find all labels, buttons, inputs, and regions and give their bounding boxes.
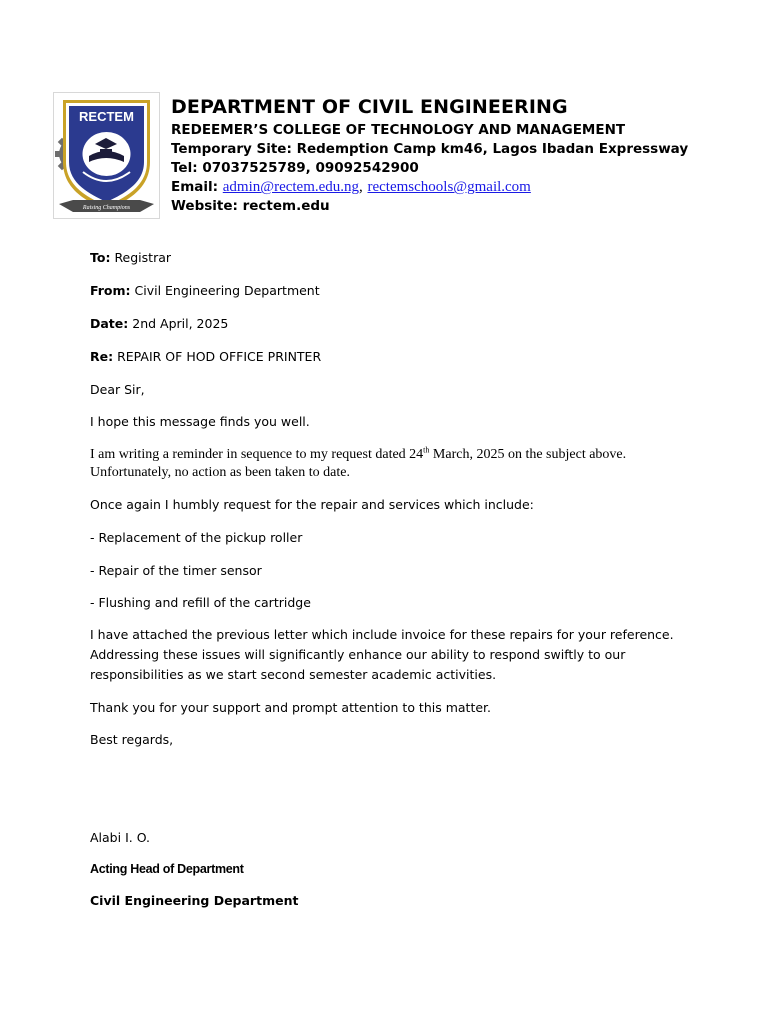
email-separator: , (359, 179, 363, 195)
memo-from (90, 281, 690, 301)
re-value: REPAIR OF HOD OFFICE PRINTER (117, 349, 322, 364)
from-value: Civil Engineering Department (134, 283, 320, 298)
to-label: To: (90, 250, 111, 265)
closing-line: Best regards, (90, 732, 174, 747)
memo-to (90, 248, 690, 268)
re-label: Re: (90, 349, 114, 364)
reminder-part2: March, 2025 on the subject above. (429, 447, 627, 462)
date-value: 2nd April, 2025 (132, 316, 229, 331)
reminder-ordinal: th (423, 445, 430, 455)
reminder-paragraph (90, 446, 690, 482)
list-item: - Repair of the timer sensor (90, 563, 262, 578)
reminder-line2: Unfortunately, no action as been taken to date. (90, 465, 350, 480)
attachment-paragraph: I have attached the previous letter which include invoice for these repairs for your reference. Addressing these issues will significantly enhance our ability to respond swiftly to our responsibilities as we start second semester academic activities. (90, 627, 674, 682)
email-label: Email: (171, 179, 219, 195)
opening-line: I hope this message finds you well. (90, 414, 310, 429)
request-intro: Once again I humbly request for the repair and services which include: (90, 497, 534, 512)
email-link-schools[interactable]: rectemschools@gmail.com (367, 179, 531, 195)
website-label: Website: (171, 198, 238, 214)
signer-title: Acting Head of Department (90, 862, 244, 876)
reminder-part1: I am writing a reminder in sequence to my request dated 24 (90, 447, 424, 462)
department-title: DEPARTMENT OF CIVIL ENGINEERING (171, 96, 568, 118)
site-value: Redemption Camp km46, Lagos Ibadan Expressway (296, 141, 689, 157)
email-link-admin[interactable]: admin@rectem.edu.ng (222, 179, 360, 195)
tel-line (171, 159, 751, 178)
tel-label: Tel: (171, 160, 198, 176)
svg-text:Raising Champions: Raising Champions (82, 205, 131, 211)
letter-body (90, 248, 690, 911)
site-label: Temporary Site: (171, 141, 292, 157)
letterhead-block (171, 93, 751, 216)
site-line (171, 140, 751, 159)
tel-value: 07037525789, 09092542900 (202, 160, 419, 176)
memo-date (90, 314, 690, 334)
date-label: Date: (90, 316, 129, 331)
rectem-logo (53, 92, 160, 219)
signer-department: Civil Engineering Department (90, 893, 299, 908)
rectem-crest-icon (53, 92, 160, 219)
website-value: rectem.edu (242, 198, 330, 214)
email-line (171, 178, 751, 197)
to-value: Registrar (114, 250, 172, 265)
college-name: REDEEMER’S COLLEGE OF TECHNOLOGY AND MANAGEMENT (171, 122, 626, 138)
list-item: - Flushing and refill of the cartridge (90, 595, 311, 610)
thanks-line: Thank you for your support and prompt attention to this matter. (90, 700, 492, 715)
list-item: - Replacement of the pickup roller (90, 530, 303, 545)
salutation: Dear Sir, (90, 382, 145, 397)
from-label: From: (90, 283, 131, 298)
svg-text:RECTEM: RECTEM (79, 109, 134, 124)
signer-name: Alabi I. O. (90, 830, 151, 845)
website-line (171, 197, 751, 216)
memo-subject (90, 347, 690, 367)
